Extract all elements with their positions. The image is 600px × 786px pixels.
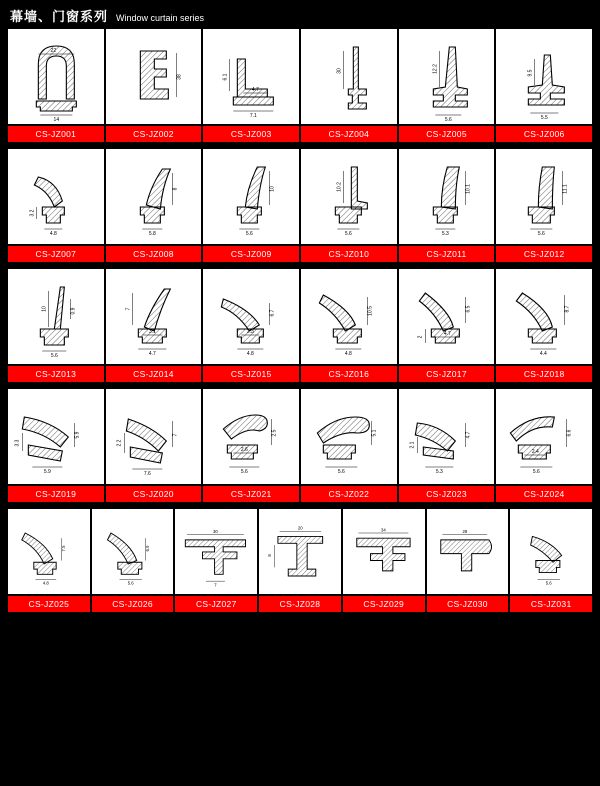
profile-code: CS-JZ027 — [175, 596, 257, 612]
svg-text:5.6: 5.6 — [546, 580, 553, 586]
svg-text:7: 7 — [214, 582, 218, 588]
svg-text:12.2: 12.2 — [432, 64, 439, 74]
profile-code: CS-JZ029 — [343, 596, 425, 612]
svg-text:7: 7 — [125, 307, 132, 311]
svg-text:3.3: 3.3 — [14, 439, 21, 447]
svg-text:4.8: 4.8 — [247, 351, 255, 357]
profile-cell[interactable] — [203, 389, 299, 484]
profile-code: CS-JZ011 — [399, 246, 495, 262]
profile-cell[interactable] — [106, 269, 202, 364]
profile-code: CS-JZ016 — [301, 366, 397, 382]
profile-cell[interactable] — [8, 29, 104, 124]
svg-text:8: 8 — [172, 187, 179, 191]
svg-text:2.6: 2.6 — [241, 447, 249, 453]
svg-text:34: 34 — [380, 527, 386, 533]
svg-text:6.9: 6.9 — [144, 545, 150, 552]
profile-cell[interactable] — [203, 269, 299, 364]
svg-text:7.1: 7.1 — [250, 113, 258, 119]
svg-text:5.6: 5.6 — [344, 231, 352, 237]
svg-text:2.3: 2.3 — [247, 329, 255, 335]
profile-cell[interactable] — [399, 269, 495, 364]
svg-text:30: 30 — [336, 68, 343, 74]
svg-text:5.6: 5.6 — [241, 469, 249, 475]
svg-text:2.4: 2.4 — [532, 449, 540, 455]
page-title-en: Window curtain series — [116, 13, 205, 23]
profile-code: CS-JZ001 — [8, 126, 104, 142]
svg-text:5.9: 5.9 — [74, 431, 81, 439]
profile-cell[interactable] — [301, 29, 397, 124]
profile-code: CS-JZ002 — [106, 126, 202, 142]
svg-text:22: 22 — [50, 48, 57, 54]
profile-cell[interactable] — [8, 389, 104, 484]
profile-code: CS-JZ028 — [259, 596, 341, 612]
profile-cell[interactable] — [496, 389, 592, 484]
profile-cell[interactable] — [203, 29, 299, 124]
svg-text:5.1: 5.1 — [371, 429, 378, 437]
svg-text:14: 14 — [53, 117, 60, 123]
profile-code: CS-JZ015 — [203, 366, 299, 382]
profile-code: CS-JZ024 — [496, 486, 592, 502]
profile-code: CS-JZ014 — [106, 366, 202, 382]
svg-text:5.6: 5.6 — [444, 117, 452, 123]
svg-text:9.5: 9.5 — [527, 69, 534, 77]
svg-text:4.7: 4.7 — [252, 87, 260, 93]
profile-code: CS-JZ008 — [106, 246, 202, 262]
profile-cell[interactable] — [496, 269, 592, 364]
svg-text:6.5: 6.5 — [465, 305, 472, 313]
profile-code: CS-JZ017 — [399, 366, 495, 382]
svg-text:28: 28 — [462, 529, 467, 535]
profile-code: CS-JZ019 — [8, 486, 104, 502]
svg-text:5.9: 5.9 — [43, 469, 51, 475]
svg-text:4.8: 4.8 — [344, 351, 352, 357]
profile-code: CS-JZ013 — [8, 366, 104, 382]
profile-cell[interactable] — [8, 269, 104, 364]
svg-text:10.1: 10.1 — [465, 184, 472, 194]
svg-text:6.1: 6.1 — [222, 73, 229, 81]
profile-code: CS-JZ005 — [399, 126, 495, 142]
profile-cell[interactable] — [399, 389, 495, 484]
svg-text:20: 20 — [298, 525, 303, 531]
profile-cell[interactable] — [301, 269, 397, 364]
svg-text:2.1: 2.1 — [409, 441, 416, 449]
profile-code: CS-JZ031 — [510, 596, 592, 612]
profile-cell[interactable] — [496, 149, 592, 244]
svg-text:7: 7 — [172, 433, 179, 437]
profile-code: CS-JZ007 — [8, 246, 104, 262]
svg-text:4.8: 4.8 — [49, 231, 57, 237]
page-header — [0, 0, 600, 29]
svg-text:4.8: 4.8 — [42, 580, 49, 586]
profile-cell[interactable] — [510, 509, 592, 594]
svg-text:38: 38 — [176, 74, 183, 80]
profile-cell[interactable] — [343, 509, 425, 594]
svg-text:5.6: 5.6 — [246, 231, 254, 237]
svg-text:10: 10 — [41, 306, 48, 312]
profile-code: CS-JZ010 — [301, 246, 397, 262]
profile-code: CS-JZ012 — [496, 246, 592, 262]
page-title-cn: 幕墙、门窗系列 — [10, 9, 109, 24]
profile-cell[interactable] — [106, 149, 202, 244]
svg-text:11.1: 11.1 — [562, 184, 569, 194]
profile-cell[interactable] — [92, 509, 174, 594]
profile-code: CS-JZ025 — [8, 596, 90, 612]
profile-code: CS-JZ003 — [203, 126, 299, 142]
profile-code: CS-JZ023 — [399, 486, 495, 502]
profile-cell[interactable] — [106, 389, 202, 484]
svg-text:2.2: 2.2 — [116, 439, 123, 447]
profile-cell[interactable] — [301, 149, 397, 244]
svg-text:5.5: 5.5 — [541, 115, 549, 121]
profile-cell[interactable] — [203, 149, 299, 244]
svg-text:30: 30 — [213, 529, 219, 535]
profile-cell[interactable] — [399, 29, 495, 124]
svg-text:5.8: 5.8 — [148, 231, 156, 237]
svg-text:4.4: 4.4 — [540, 351, 548, 357]
svg-text:2: 2 — [417, 335, 424, 339]
profile-cell[interactable] — [301, 389, 397, 484]
profile-cell[interactable] — [399, 149, 495, 244]
profile-code: CS-JZ018 — [496, 366, 592, 382]
svg-text:4.7: 4.7 — [148, 351, 156, 357]
svg-text:7.5: 7.5 — [60, 545, 66, 552]
svg-text:0.9: 0.9 — [70, 307, 77, 315]
profile-cell[interactable] — [496, 29, 592, 124]
svg-text:5.6: 5.6 — [50, 353, 58, 359]
svg-text:5.6: 5.6 — [533, 469, 541, 475]
profile-code: CS-JZ030 — [427, 596, 509, 612]
profile-cell[interactable] — [106, 29, 202, 124]
svg-text:3.2: 3.2 — [29, 209, 36, 217]
svg-text:8: 8 — [267, 554, 273, 557]
profile-cell[interactable] — [259, 509, 341, 594]
svg-text:3.1: 3.1 — [148, 329, 156, 335]
svg-text:7.6: 7.6 — [143, 471, 151, 477]
profile-cell[interactable] — [175, 509, 257, 594]
svg-text:4.7: 4.7 — [443, 331, 451, 337]
profile-code: CS-JZ022 — [301, 486, 397, 502]
svg-text:10.2: 10.2 — [336, 182, 343, 192]
profile-cell[interactable] — [427, 509, 509, 594]
svg-text:5.3: 5.3 — [435, 469, 443, 475]
profile-code: CS-JZ026 — [92, 596, 174, 612]
svg-text:5.6: 5.6 — [337, 469, 345, 475]
svg-text:10.5: 10.5 — [367, 306, 374, 316]
profile-cell[interactable] — [8, 149, 104, 244]
svg-text:8.7: 8.7 — [564, 305, 571, 313]
svg-text:6.6: 6.6 — [566, 429, 573, 437]
profile-cell[interactable] — [8, 509, 90, 594]
profile-code: CS-JZ021 — [203, 486, 299, 502]
svg-text:10: 10 — [269, 186, 276, 192]
profile-code: CS-JZ006 — [496, 126, 592, 142]
profile-code: CS-JZ004 — [301, 126, 397, 142]
svg-text:5.6: 5.6 — [538, 231, 546, 237]
svg-text:5.6: 5.6 — [127, 580, 134, 586]
profile-code: CS-JZ020 — [106, 486, 202, 502]
profile-code: CS-JZ009 — [203, 246, 299, 262]
svg-text:6.7: 6.7 — [269, 309, 276, 317]
svg-text:5.3: 5.3 — [441, 231, 449, 237]
svg-text:2.5: 2.5 — [271, 429, 278, 437]
svg-text:4.7: 4.7 — [465, 431, 472, 439]
